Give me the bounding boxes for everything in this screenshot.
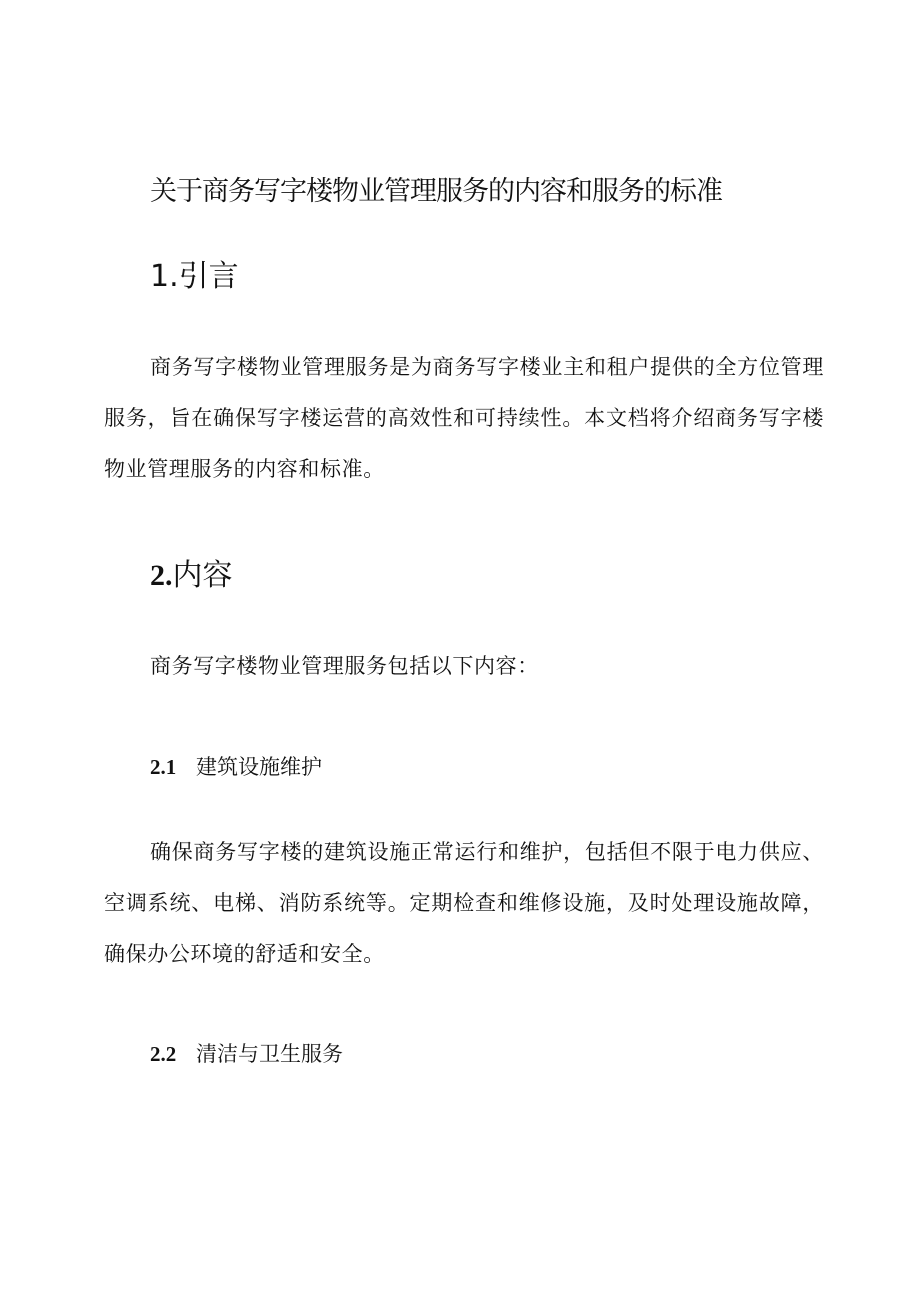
section-number: 1. <box>150 259 179 294</box>
section-heading-text: 引言 <box>178 259 239 294</box>
section-heading-intro <box>150 255 239 299</box>
subsection-number: 2.2 <box>150 1042 177 1066</box>
content-intro-paragraph: 商务写字楼物业管理服务包括以下内容： <box>150 654 539 678</box>
document-title: 关于商务写字楼物业管理服务的内容和服务的标准 <box>150 176 722 207</box>
section-heading-text: 内容 <box>172 558 233 593</box>
subsection-heading-facility-maintenance <box>150 749 322 785</box>
subsection-heading-text: 清洁与卫生服务 <box>196 1042 343 1066</box>
subsection-number: 2.1 <box>150 755 177 779</box>
section-heading-content <box>150 554 233 598</box>
intro-paragraph: 商务写字楼物业管理服务是为商务写字楼业主和租户提供的全方位管理服务，旨在确保写字楼运营的高效性和可持续性。本文档将介绍商务写字楼物业管理服务的内容和标准。 <box>104 355 824 481</box>
facility-maintenance-paragraph: 确保商务写字楼的建筑设施正常运行和维护，包括但不限于电力供应、空调系统、电梯、消防系统等。定期检查和维修设施，及时处理设施故障，确保办公环境的舒适和安全。 <box>104 840 824 966</box>
section-number: 2. <box>150 559 173 592</box>
subsection-heading-cleaning <box>150 1036 343 1072</box>
subsection-heading-text: 建筑设施维护 <box>196 755 322 779</box>
